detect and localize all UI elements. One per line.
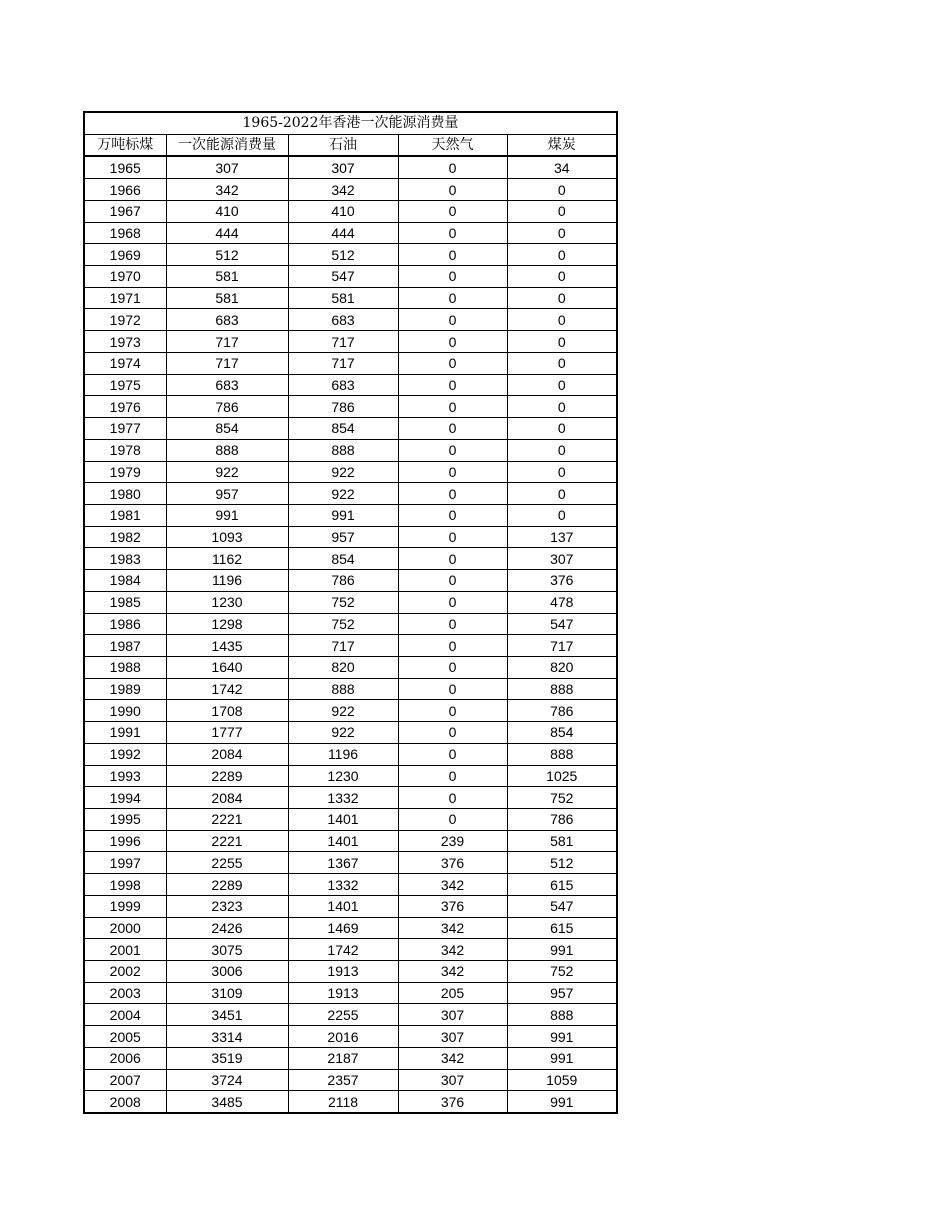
primary-energy-cell: 3109	[166, 982, 288, 1004]
year-cell: 1975	[84, 374, 166, 396]
natural-gas-cell: 0	[398, 439, 507, 461]
year-cell: 1965	[84, 156, 166, 178]
table-row	[84, 439, 617, 461]
oil-cell: 444	[288, 222, 398, 244]
year-cell: 1985	[84, 591, 166, 613]
header-coal: 煤炭	[507, 134, 617, 156]
oil-cell: 512	[288, 244, 398, 266]
year-cell: 1978	[84, 439, 166, 461]
coal-cell: 854	[507, 722, 617, 744]
primary-energy-cell: 717	[166, 352, 288, 374]
table-title-row	[84, 112, 617, 134]
table-row	[84, 1004, 617, 1026]
coal-cell: 1059	[507, 1069, 617, 1091]
year-cell: 1974	[84, 352, 166, 374]
year-cell: 1991	[84, 722, 166, 744]
primary-energy-cell: 3724	[166, 1069, 288, 1091]
natural-gas-cell: 0	[398, 200, 507, 222]
primary-energy-cell: 1162	[166, 548, 288, 570]
table-body	[84, 156, 617, 1113]
coal-cell: 888	[507, 743, 617, 765]
year-cell: 2005	[84, 1026, 166, 1048]
coal-cell: 547	[507, 895, 617, 917]
primary-energy-cell: 3314	[166, 1026, 288, 1048]
table-row	[84, 200, 617, 222]
primary-energy-cell: 2221	[166, 830, 288, 852]
table-row	[84, 678, 617, 700]
table-row	[84, 548, 617, 570]
oil-cell: 2118	[288, 1091, 398, 1113]
natural-gas-cell: 307	[398, 1026, 507, 1048]
oil-cell: 1196	[288, 743, 398, 765]
year-cell: 1990	[84, 700, 166, 722]
table-row	[84, 504, 617, 526]
oil-cell: 307	[288, 156, 398, 178]
year-cell: 1988	[84, 656, 166, 678]
oil-cell: 957	[288, 526, 398, 548]
table-row	[84, 743, 617, 765]
primary-energy-cell: 2289	[166, 765, 288, 787]
coal-cell: 0	[507, 352, 617, 374]
natural-gas-cell: 239	[398, 830, 507, 852]
table-row	[84, 917, 617, 939]
oil-cell: 854	[288, 418, 398, 440]
natural-gas-cell: 342	[398, 917, 507, 939]
oil-cell: 2255	[288, 1004, 398, 1026]
oil-cell: 717	[288, 352, 398, 374]
year-cell: 2000	[84, 917, 166, 939]
natural-gas-cell: 0	[398, 352, 507, 374]
primary-energy-cell: 444	[166, 222, 288, 244]
primary-energy-cell: 2221	[166, 809, 288, 831]
table-row	[84, 700, 617, 722]
table-row	[84, 722, 617, 744]
natural-gas-cell: 0	[398, 570, 507, 592]
oil-cell: 717	[288, 635, 398, 657]
header-unit: 万吨标煤	[84, 134, 166, 156]
year-cell: 1979	[84, 461, 166, 483]
primary-energy-cell: 3006	[166, 961, 288, 983]
year-cell: 1973	[84, 331, 166, 353]
natural-gas-cell: 0	[398, 613, 507, 635]
table-row	[84, 765, 617, 787]
natural-gas-cell: 0	[398, 309, 507, 331]
year-cell: 1984	[84, 570, 166, 592]
natural-gas-cell: 0	[398, 504, 507, 526]
primary-energy-cell: 854	[166, 418, 288, 440]
table-row	[84, 374, 617, 396]
primary-energy-cell: 1435	[166, 635, 288, 657]
natural-gas-cell: 376	[398, 852, 507, 874]
coal-cell: 991	[507, 939, 617, 961]
coal-cell: 547	[507, 613, 617, 635]
natural-gas-cell: 0	[398, 526, 507, 548]
primary-energy-cell: 1196	[166, 570, 288, 592]
primary-energy-cell: 683	[166, 309, 288, 331]
coal-cell: 615	[507, 917, 617, 939]
natural-gas-cell: 307	[398, 1004, 507, 1026]
primary-energy-cell: 786	[166, 396, 288, 418]
primary-energy-cell: 1777	[166, 722, 288, 744]
header-natural-gas: 天然气	[398, 134, 507, 156]
year-cell: 1987	[84, 635, 166, 657]
oil-cell: 752	[288, 613, 398, 635]
coal-cell: 34	[507, 156, 617, 178]
natural-gas-cell: 0	[398, 287, 507, 309]
primary-energy-cell: 2289	[166, 874, 288, 896]
coal-cell: 615	[507, 874, 617, 896]
primary-energy-cell: 1708	[166, 700, 288, 722]
year-cell: 1966	[84, 179, 166, 201]
coal-cell: 786	[507, 809, 617, 831]
primary-energy-cell: 922	[166, 461, 288, 483]
year-cell: 2006	[84, 1047, 166, 1069]
year-cell: 1992	[84, 743, 166, 765]
coal-cell: 888	[507, 1004, 617, 1026]
year-cell: 1996	[84, 830, 166, 852]
year-cell: 1972	[84, 309, 166, 331]
primary-energy-cell: 2323	[166, 895, 288, 917]
table-row	[84, 179, 617, 201]
table-row	[84, 483, 617, 505]
oil-cell: 922	[288, 461, 398, 483]
natural-gas-cell: 342	[398, 874, 507, 896]
coal-cell: 0	[507, 200, 617, 222]
natural-gas-cell: 0	[398, 396, 507, 418]
year-cell: 2004	[84, 1004, 166, 1026]
natural-gas-cell: 205	[398, 982, 507, 1004]
coal-cell: 0	[507, 439, 617, 461]
year-cell: 2003	[84, 982, 166, 1004]
oil-cell: 2187	[288, 1047, 398, 1069]
natural-gas-cell: 0	[398, 418, 507, 440]
coal-cell: 991	[507, 1047, 617, 1069]
primary-energy-cell: 3451	[166, 1004, 288, 1026]
primary-energy-cell: 683	[166, 374, 288, 396]
primary-energy-cell: 342	[166, 179, 288, 201]
year-cell: 2007	[84, 1069, 166, 1091]
natural-gas-cell: 307	[398, 1069, 507, 1091]
coal-cell: 0	[507, 266, 617, 288]
primary-energy-cell: 957	[166, 483, 288, 505]
primary-energy-cell: 991	[166, 504, 288, 526]
table-row	[84, 526, 617, 548]
year-cell: 2002	[84, 961, 166, 983]
table-row	[84, 156, 617, 178]
table-row	[84, 1091, 617, 1113]
primary-energy-cell: 3075	[166, 939, 288, 961]
natural-gas-cell: 376	[398, 1091, 507, 1113]
energy-consumption-table	[83, 111, 618, 1114]
oil-cell: 683	[288, 374, 398, 396]
natural-gas-cell: 0	[398, 222, 507, 244]
table-row	[84, 591, 617, 613]
natural-gas-cell: 0	[398, 548, 507, 570]
oil-cell: 1401	[288, 809, 398, 831]
year-cell: 2008	[84, 1091, 166, 1113]
table-row	[84, 1069, 617, 1091]
coal-cell: 0	[507, 309, 617, 331]
oil-cell: 888	[288, 439, 398, 461]
coal-cell: 376	[507, 570, 617, 592]
natural-gas-cell: 0	[398, 179, 507, 201]
oil-cell: 717	[288, 331, 398, 353]
oil-cell: 854	[288, 548, 398, 570]
natural-gas-cell: 0	[398, 331, 507, 353]
year-cell: 1989	[84, 678, 166, 700]
year-cell: 1986	[84, 613, 166, 635]
year-cell: 1997	[84, 852, 166, 874]
table-row	[84, 1047, 617, 1069]
natural-gas-cell: 376	[398, 895, 507, 917]
coal-cell: 957	[507, 982, 617, 1004]
coal-cell: 991	[507, 1091, 617, 1113]
coal-cell: 0	[507, 374, 617, 396]
table-row	[84, 874, 617, 896]
table-row	[84, 895, 617, 917]
oil-cell: 2016	[288, 1026, 398, 1048]
coal-cell: 0	[507, 222, 617, 244]
natural-gas-cell: 0	[398, 722, 507, 744]
year-cell: 1968	[84, 222, 166, 244]
year-cell: 1983	[84, 548, 166, 570]
table-row	[84, 309, 617, 331]
coal-cell: 581	[507, 830, 617, 852]
year-cell: 1995	[84, 809, 166, 831]
oil-cell: 752	[288, 591, 398, 613]
year-cell: 1977	[84, 418, 166, 440]
table-row	[84, 352, 617, 374]
year-cell: 1999	[84, 895, 166, 917]
table-header-row	[84, 134, 617, 156]
oil-cell: 786	[288, 396, 398, 418]
table-row	[84, 613, 617, 635]
oil-cell: 1913	[288, 961, 398, 983]
primary-energy-cell: 3485	[166, 1091, 288, 1113]
oil-cell: 888	[288, 678, 398, 700]
year-cell: 1993	[84, 765, 166, 787]
table-row	[84, 570, 617, 592]
coal-cell: 512	[507, 852, 617, 874]
table-row	[84, 961, 617, 983]
primary-energy-cell: 581	[166, 287, 288, 309]
primary-energy-cell: 3519	[166, 1047, 288, 1069]
table-row	[84, 787, 617, 809]
primary-energy-cell: 888	[166, 439, 288, 461]
natural-gas-cell: 0	[398, 461, 507, 483]
table-row	[84, 830, 617, 852]
oil-cell: 991	[288, 504, 398, 526]
table-row	[84, 244, 617, 266]
natural-gas-cell: 0	[398, 266, 507, 288]
natural-gas-cell: 0	[398, 678, 507, 700]
header-oil: 石油	[288, 134, 398, 156]
primary-energy-cell: 2426	[166, 917, 288, 939]
natural-gas-cell: 342	[398, 939, 507, 961]
year-cell: 1982	[84, 526, 166, 548]
natural-gas-cell: 0	[398, 156, 507, 178]
natural-gas-cell: 0	[398, 743, 507, 765]
coal-cell: 0	[507, 418, 617, 440]
year-cell: 1971	[84, 287, 166, 309]
year-cell: 1970	[84, 266, 166, 288]
natural-gas-cell: 0	[398, 374, 507, 396]
oil-cell: 1332	[288, 874, 398, 896]
natural-gas-cell: 0	[398, 591, 507, 613]
oil-cell: 1367	[288, 852, 398, 874]
primary-energy-cell: 2084	[166, 743, 288, 765]
oil-cell: 1332	[288, 787, 398, 809]
oil-cell: 581	[288, 287, 398, 309]
table-row	[84, 1026, 617, 1048]
primary-energy-cell: 717	[166, 331, 288, 353]
oil-cell: 1469	[288, 917, 398, 939]
primary-energy-cell: 1742	[166, 678, 288, 700]
year-cell: 1967	[84, 200, 166, 222]
table-row	[84, 331, 617, 353]
coal-cell: 1025	[507, 765, 617, 787]
natural-gas-cell: 0	[398, 483, 507, 505]
year-cell: 1994	[84, 787, 166, 809]
year-cell: 2001	[84, 939, 166, 961]
table-row	[84, 222, 617, 244]
primary-energy-cell: 1093	[166, 526, 288, 548]
year-cell: 1998	[84, 874, 166, 896]
primary-energy-cell: 1640	[166, 656, 288, 678]
coal-cell: 0	[507, 461, 617, 483]
year-cell: 1980	[84, 483, 166, 505]
primary-energy-cell: 1298	[166, 613, 288, 635]
natural-gas-cell: 342	[398, 961, 507, 983]
oil-cell: 922	[288, 483, 398, 505]
oil-cell: 820	[288, 656, 398, 678]
table-title: 1965-2022年香港一次能源消费量	[84, 112, 617, 134]
table-row	[84, 461, 617, 483]
natural-gas-cell: 0	[398, 765, 507, 787]
oil-cell: 1230	[288, 765, 398, 787]
coal-cell: 786	[507, 700, 617, 722]
natural-gas-cell: 0	[398, 809, 507, 831]
table-row	[84, 287, 617, 309]
year-cell: 1981	[84, 504, 166, 526]
year-cell: 1969	[84, 244, 166, 266]
coal-cell: 752	[507, 961, 617, 983]
table-row	[84, 939, 617, 961]
coal-cell: 478	[507, 591, 617, 613]
table-row	[84, 266, 617, 288]
table-row	[84, 656, 617, 678]
coal-cell: 0	[507, 244, 617, 266]
coal-cell: 717	[507, 635, 617, 657]
oil-cell: 410	[288, 200, 398, 222]
primary-energy-cell: 2255	[166, 852, 288, 874]
natural-gas-cell: 0	[398, 787, 507, 809]
coal-cell: 307	[507, 548, 617, 570]
coal-cell: 0	[507, 504, 617, 526]
oil-cell: 1742	[288, 939, 398, 961]
natural-gas-cell: 0	[398, 635, 507, 657]
table-row	[84, 418, 617, 440]
coal-cell: 0	[507, 331, 617, 353]
primary-energy-cell: 512	[166, 244, 288, 266]
oil-cell: 786	[288, 570, 398, 592]
primary-energy-cell: 307	[166, 156, 288, 178]
coal-cell: 0	[507, 483, 617, 505]
table-row	[84, 982, 617, 1004]
oil-cell: 683	[288, 309, 398, 331]
oil-cell: 922	[288, 722, 398, 744]
coal-cell: 0	[507, 287, 617, 309]
oil-cell: 547	[288, 266, 398, 288]
primary-energy-cell: 1230	[166, 591, 288, 613]
header-primary-energy: 一次能源消费量	[166, 134, 288, 156]
primary-energy-cell: 2084	[166, 787, 288, 809]
oil-cell: 1913	[288, 982, 398, 1004]
oil-cell: 342	[288, 179, 398, 201]
table-row	[84, 809, 617, 831]
year-cell: 1976	[84, 396, 166, 418]
table-row	[84, 635, 617, 657]
coal-cell: 991	[507, 1026, 617, 1048]
table-row	[84, 396, 617, 418]
oil-cell: 922	[288, 700, 398, 722]
primary-energy-cell: 410	[166, 200, 288, 222]
coal-cell: 752	[507, 787, 617, 809]
oil-cell: 2357	[288, 1069, 398, 1091]
coal-cell: 820	[507, 656, 617, 678]
natural-gas-cell: 0	[398, 700, 507, 722]
coal-cell: 0	[507, 179, 617, 201]
primary-energy-cell: 581	[166, 266, 288, 288]
table-row	[84, 852, 617, 874]
coal-cell: 137	[507, 526, 617, 548]
natural-gas-cell: 0	[398, 656, 507, 678]
coal-cell: 888	[507, 678, 617, 700]
natural-gas-cell: 0	[398, 244, 507, 266]
oil-cell: 1401	[288, 830, 398, 852]
coal-cell: 0	[507, 396, 617, 418]
oil-cell: 1401	[288, 895, 398, 917]
natural-gas-cell: 342	[398, 1047, 507, 1069]
